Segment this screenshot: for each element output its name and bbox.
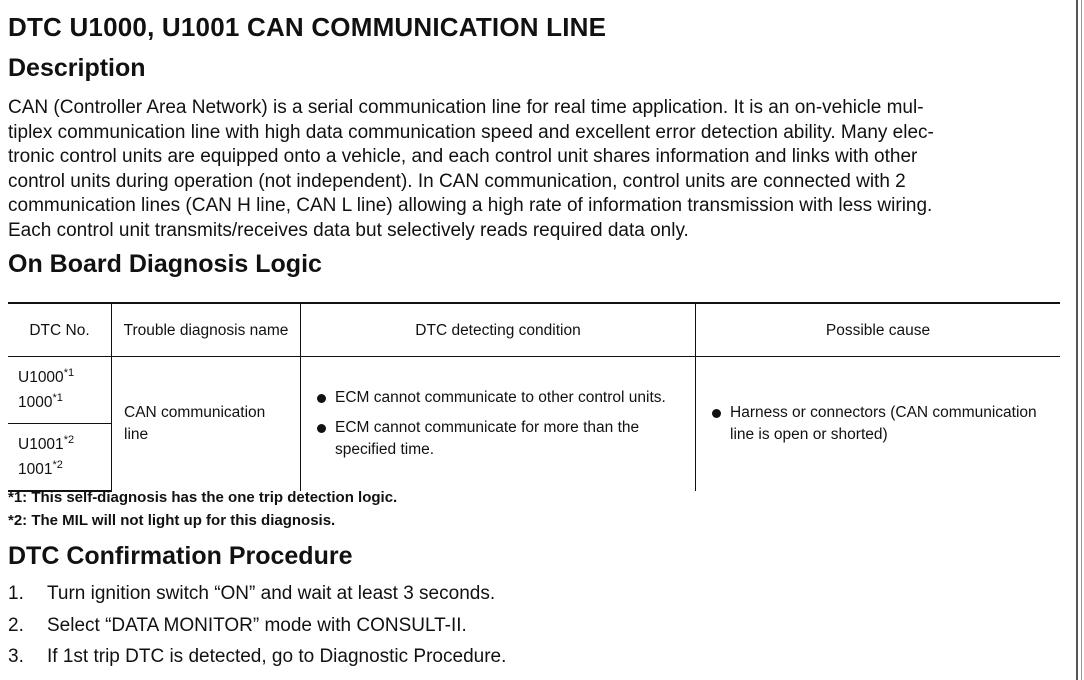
possible-cause-cell [696, 357, 1061, 492]
step-number: 2. [8, 614, 24, 636]
description-text [8, 96, 1064, 243]
cause-item: Harness or connectors (CAN communication line is open or shorted) [708, 402, 1052, 446]
dtc-code: U1001$^{*2}$ [18, 434, 75, 453]
dtc-code-alt: 1000$^{*1}$ [18, 392, 63, 411]
dtc-code-alt: 1001$^{*2}$ [18, 459, 63, 478]
step-text: Turn ignition switch “ON” and wait at least 3 seconds. [47, 583, 496, 604]
dtc-code: U1000$^{*1}$ [18, 367, 75, 386]
step-number: 1. [8, 583, 24, 604]
footnote: *2: The MIL will not light up for this diagnosis. [8, 512, 336, 529]
description-line: communication lines (CAN H line, CAN L line) allowing a high rate of information transmission with less wiring. [8, 195, 933, 216]
dtc-code-cell [8, 357, 112, 424]
diagnosis-table [8, 302, 1060, 492]
description-line: control units during operation (not independent). In CAN communication, control units are connected with 2 [8, 170, 906, 192]
condition-item: ECM cannot communicate for more than the specified time. [313, 417, 687, 461]
trouble-name-cell: CAN communication line [112, 357, 301, 492]
description-line: tiplex communication line with high data communication speed and excellent error detection ability. Many elec- [8, 121, 934, 143]
page-edge-line [1076, 0, 1078, 680]
description-line: CAN (Controller Area Network) is a serial communication line for real time application. It is an on-vehicle mul- [8, 97, 924, 118]
procedure-step [8, 610, 506, 642]
procedure-step [8, 641, 506, 673]
dtc-code-cell [8, 424, 112, 492]
step-text: Select “DATA MONITOR” mode with CONSULT-II. [47, 614, 467, 636]
condition-item: ECM cannot communicate to other control units. [313, 387, 687, 409]
detecting-condition-cell [301, 357, 696, 492]
description-heading: Description [8, 54, 146, 82]
procedure-step [8, 578, 506, 610]
obd-heading: On Board Diagnosis Logic [8, 250, 322, 278]
table-notes [8, 486, 397, 532]
confirmation-heading: DTC Confirmation Procedure [8, 542, 353, 570]
page-edge-line-thin [1081, 0, 1082, 680]
step-number: 3. [8, 646, 24, 667]
procedure-steps [8, 578, 506, 673]
page-title: DTC U1000, U1001 CAN COMMUNICATION LINE [8, 12, 607, 42]
description-line: tronic control units are equipped onto a vehicle, and each control unit shares information and links with other [8, 146, 918, 167]
step-text: If 1st trip DTC is detected, go to Diagnostic Procedure. [47, 646, 507, 667]
header-possible-cause: Possible cause [696, 303, 1061, 357]
description-line: Each control unit transmits/receives data but selectively reads required data only. [8, 219, 689, 241]
footnote: *1: This self-diagnosis has the one trip detection logic. [8, 489, 398, 506]
header-trouble-name: Trouble diagnosis name [112, 303, 301, 357]
header-detecting-condition: DTC detecting condition [301, 303, 696, 357]
header-dtc-no: DTC No. [8, 303, 112, 357]
